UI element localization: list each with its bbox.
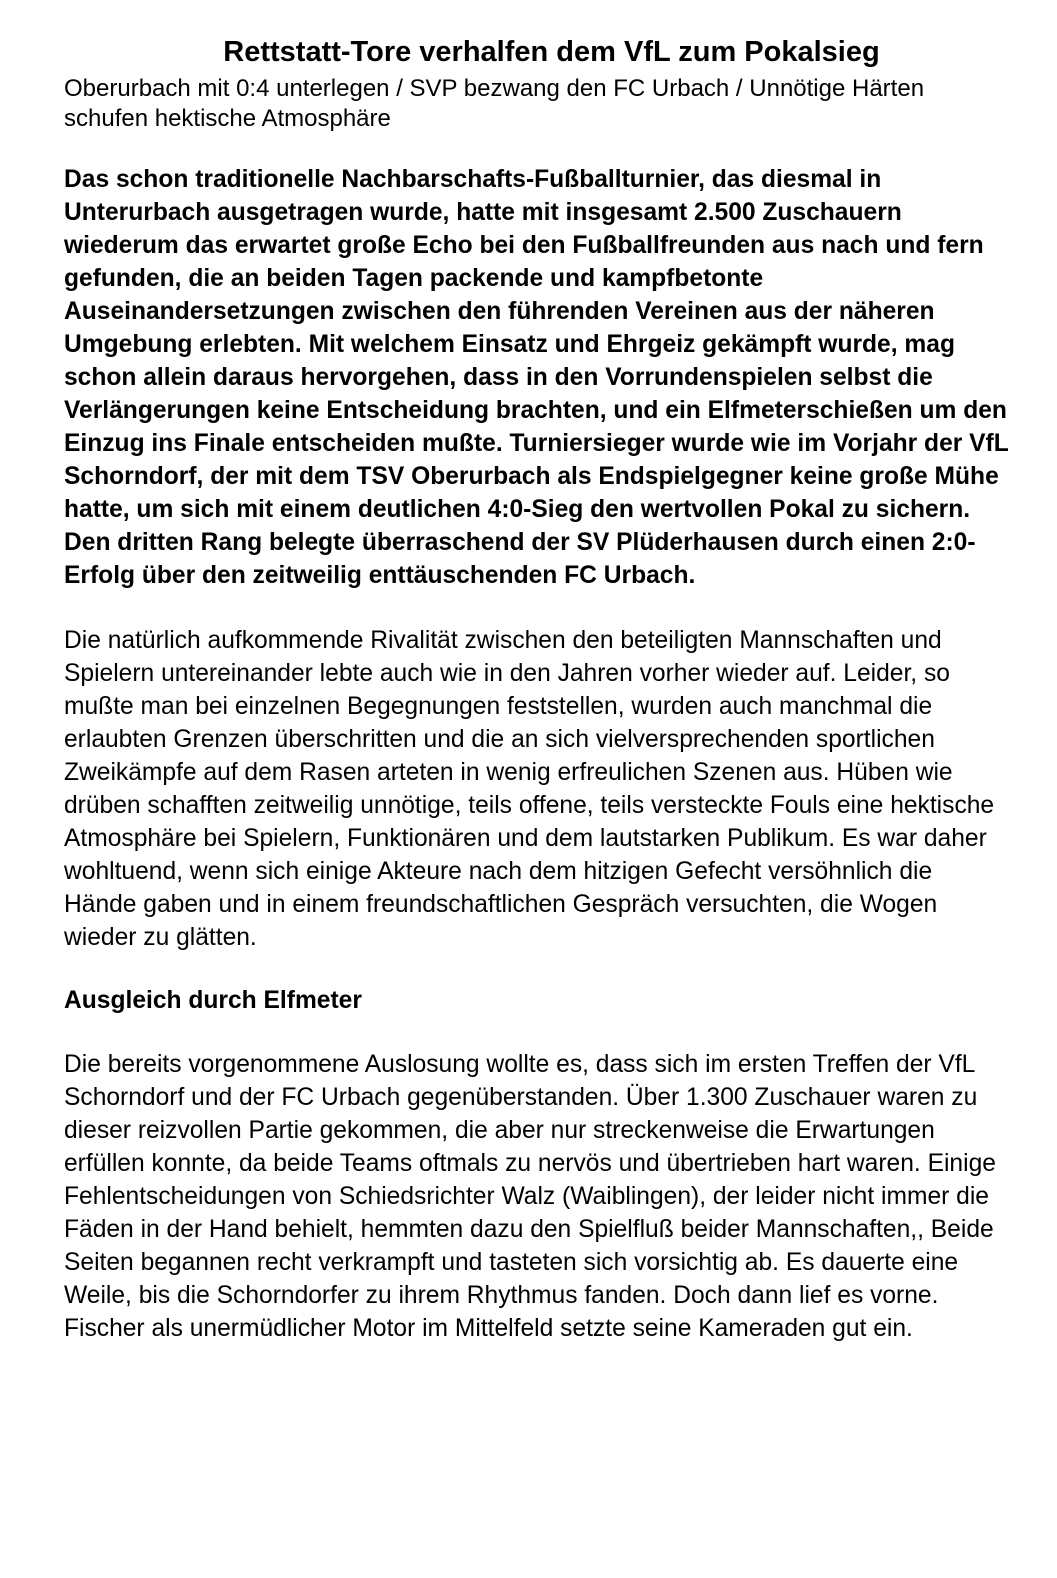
article-lead-paragraph: Das schon traditionelle Nachbarschafts-Fußballturnier, das diesmal in Unterurbach ausgetragen wurde, hatte mit insgesamt 2.500 Zuschauern wiederum das erwartet große Echo bei den Fußballfreunden aus nach und fern gefunden, die an beiden Tagen packende und kampfbetonte Auseinandersetzungen zwischen den führenden Vereinen aus der näheren Umgebung erlebten. Mit welchem Einsatz und Ehrgeiz gekämpft wurde, mag schon allein daraus hervorgehen, dass in den Vorrundenspielen selbst die Verlängerungen keine Entscheidung brachten, und ein Elfmeterschießen um den Einzug ins Finale entscheiden mußte. Turniersieger wurde wie im Vorjahr der VfL Schorndorf, der mit dem TSV Oberurbach als Endspielgegner keine große Mühe hatte, um sich mit einem deutlichen 4:0-Sieg den wertvollen Pokal zu sichern. Den dritten Rang belegte überraschend der SV Plüderhausen durch einen 2:0-Erfolg über den zeitweilig enttäuschenden FC Urbach. (64, 166, 1009, 589)
section-heading: Ausgleich durch Elfmeter (64, 987, 362, 1014)
article-paragraph-first-match: Die bereits vorgenommene Auslosung wollte es, dass sich im ersten Treffen der VfL Schorndorf und der FC Urbach gegenüberstanden. Über 1.300 Zuschauer waren zu dieser reizvollen Partie gekommen, die aber nur streckenweise die Erwartungen erfüllen konnte, da beide Teams oftmals zu nervös und übertrieben hart waren. Einige Fehlentscheidungen von Schiedsrichter Walz (Waiblingen), der leider nicht immer die Fäden in der Hand behielt, hemmten dazu den Spielfluß beider Mannschaften,, Beide Seiten begannen recht verkrampft und tasteten sich vorsichtig ab. Es dauerte eine Weile, bis die Schorndorfer zu ihrem Rhythmus fanden. Doch dann lief es vorne. Fischer als unermüdlicher Motor im Mittelfeld setzte seine Kameraden gut ein. (64, 1051, 996, 1342)
article-headline: Rettstatt-Tore verhalfen dem VfL zum Pokalsieg (223, 36, 880, 68)
article-page (64, 34, 1009, 1345)
article-paragraph-rivalry: Die natürlich aufkommende Rivalität zwischen den beteiligten Mannschaften und Spielern untereinander lebte auch wie in den Jahren vorher wieder auf. Leider, so mußte man bei einzelnen Begegnungen feststellen, wurden auch manchmal die erlaubten Grenzen überschritten und die an sich vielversprechenden sportlichen Zweikämpfe auf dem Rasen arteten in wenig erfreulichen Szenen aus. Hüben wie drüben schafften zeitweilig unnötige, teils offene, teils versteckte Fouls eine hektische Atmosphäre bei Spielern, Funktionären und dem lautstarken Publikum. Es war daher wohltuend, wenn sich einige Akteure nach dem hitzigen Gefecht versöhnlich die Hände gaben und in einem freundschaftlichen Gespräch versuchten, die Wogen wieder zu glätten. (64, 627, 995, 951)
article-subheadline: Oberurbach mit 0:4 unterlegen / SVP bezwang den FC Urbach / Unnötige Härten schufen hektische Atmosphäre (64, 75, 925, 132)
